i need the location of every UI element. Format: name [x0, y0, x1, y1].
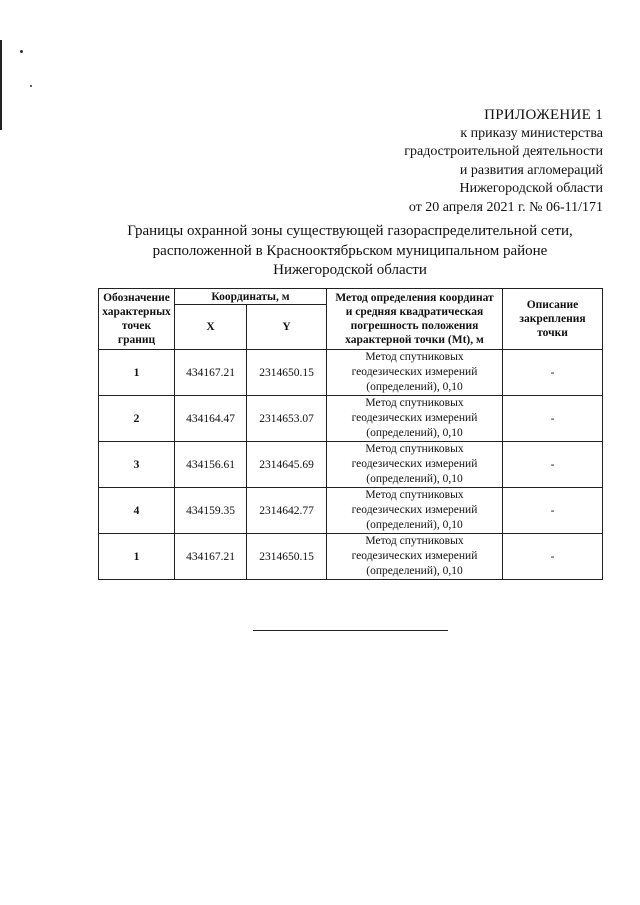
cell-fixing: - [503, 534, 603, 580]
appendix-line: от 20 апреля 2021 г. № 06-11/171 [408, 199, 603, 215]
cell-method [327, 396, 503, 442]
method-line: (определений), 0,10 [366, 381, 463, 393]
coordinates-table [98, 288, 603, 580]
method-line: Метод спутниковых [365, 489, 464, 501]
scan-speck [20, 50, 23, 53]
table-row [99, 534, 603, 580]
header-x: X [175, 305, 247, 350]
cell-fixing: - [503, 442, 603, 488]
cell-x: 434164.47 [175, 396, 247, 442]
appendix-line: Нижегородской области [459, 181, 603, 196]
cell-y: 2314650.15 [247, 534, 327, 580]
title-line: Нижегородской области [273, 262, 427, 278]
header-y: Y [247, 305, 327, 350]
signature-line [253, 630, 448, 631]
cell-method [327, 534, 503, 580]
cell-point: 2 [99, 396, 175, 442]
method-line: Метод спутниковых [365, 351, 464, 363]
cell-point: 1 [99, 534, 175, 580]
title-line: Границы охранной зоны существующей газораспределительной сети, [127, 223, 573, 239]
cell-method [327, 350, 503, 396]
method-line: геодезических измерений [351, 412, 478, 424]
scan-page-edge [0, 40, 2, 130]
header-point-line: Обозначение [103, 292, 170, 304]
method-line: (определений), 0,10 [366, 427, 463, 439]
method-line: Метод спутниковых [365, 535, 464, 547]
cell-method [327, 442, 503, 488]
appendix-line: градостроительной деятельности [404, 144, 603, 159]
cell-y: 2314653.07 [247, 396, 327, 442]
header-point-line: границ [117, 334, 156, 346]
cell-fixing: - [503, 350, 603, 396]
header-point-line: точек [121, 320, 152, 332]
header-point-designation [99, 289, 175, 350]
table-row [99, 350, 603, 396]
method-line: геодезических измерений [351, 366, 478, 378]
cell-x: 434159.35 [175, 488, 247, 534]
table-row [99, 442, 603, 488]
document-title [100, 222, 600, 281]
appendix-block [283, 106, 603, 217]
cell-x: 434167.21 [175, 534, 247, 580]
method-line: Метод спутниковых [365, 443, 464, 455]
cell-point: 4 [99, 488, 175, 534]
method-line: геодезических измерений [351, 458, 478, 470]
cell-fixing: - [503, 488, 603, 534]
cell-x: 434156.61 [175, 442, 247, 488]
cell-x: 434167.21 [175, 350, 247, 396]
header-point-line: характерных [102, 306, 171, 318]
table-row [99, 488, 603, 534]
cell-y: 2314642.77 [247, 488, 327, 534]
title-line: расположенной в Краснооктябрьском муниципальном районе [152, 242, 548, 259]
method-line: (определений), 0,10 [366, 565, 463, 577]
cell-point: 3 [99, 442, 175, 488]
table-row [99, 396, 603, 442]
header-fixing: Описание закрепления точки [503, 289, 603, 350]
cell-method [327, 488, 503, 534]
header-coordinates: Координаты, м [175, 289, 327, 305]
header-method: Метод определения координат и средняя квадратическая погрешность положения характерной точки (Мt), м [327, 289, 503, 350]
appendix-line: к приказу министерства [460, 125, 603, 141]
method-line: (определений), 0,10 [366, 519, 463, 531]
appendix-line: и развития агломераций [459, 162, 603, 178]
scan-speck [30, 85, 32, 87]
cell-point: 1 [99, 350, 175, 396]
method-line: (определений), 0,10 [366, 473, 463, 485]
cell-y: 2314650.15 [247, 350, 327, 396]
method-line: геодезических измерений [351, 550, 478, 562]
cell-fixing: - [503, 396, 603, 442]
method-line: геодезических измерений [351, 504, 478, 516]
method-line: Метод спутниковых [365, 397, 464, 409]
cell-y: 2314645.69 [247, 442, 327, 488]
appendix-heading: ПРИЛОЖЕНИЕ 1 [484, 107, 603, 123]
